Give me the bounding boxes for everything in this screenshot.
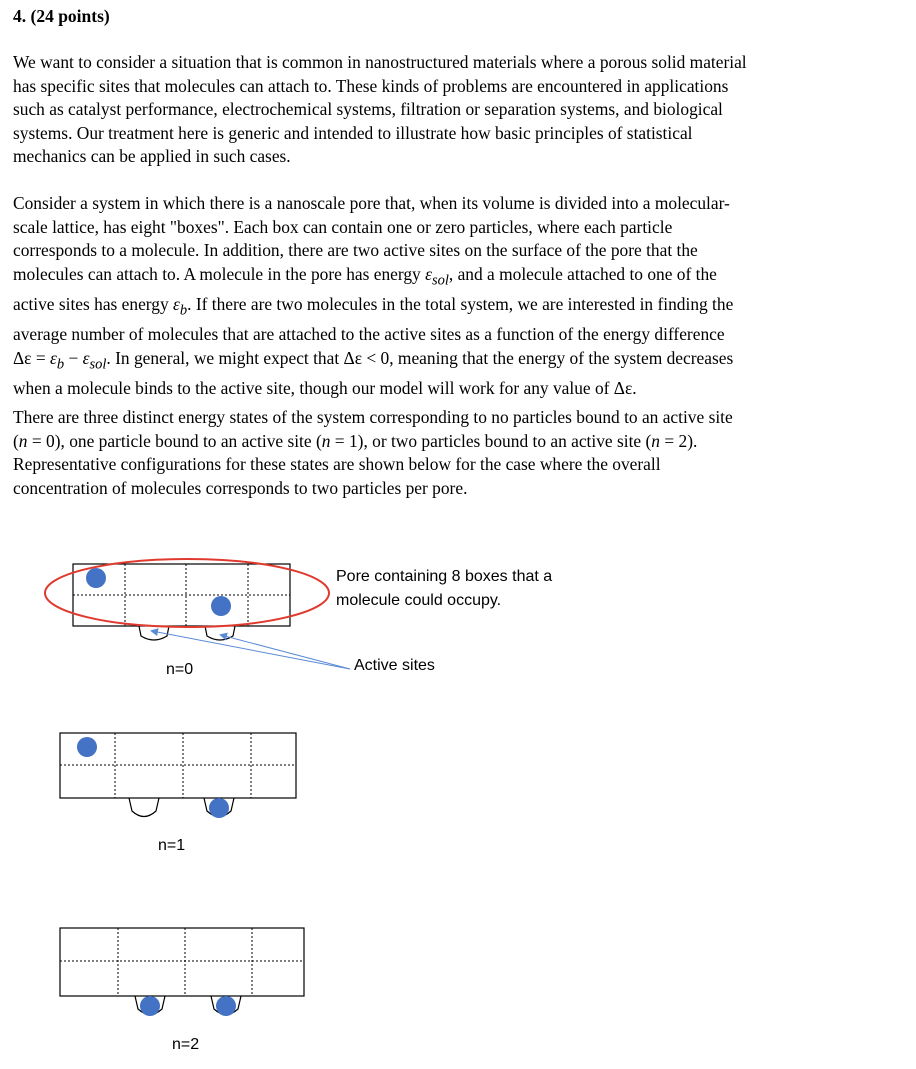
state-label-n1: n=1: [158, 837, 186, 854]
text-line: active sites has energy $\varepsilon_b$. If there are two molecules in the total system, we are interested in finding the: [13, 293, 734, 319]
text-line: average number of molecules that are attached to the active sites as a function of the energy difference: [13, 323, 725, 344]
text-line: has specific sites that molecules can attach to. These kinds of problems are encountered in applications: [13, 75, 729, 96]
pore-caption: [336, 565, 552, 613]
text-line: when a molecule binds to the active site, though our model will work for any value of Δε.: [13, 377, 637, 398]
text-line: molecules can attach to. A molecule in the pore has energy $\varepsilon_{sol}$, and a molecule attached to one of the: [13, 263, 717, 289]
particle: [211, 596, 231, 616]
state-label-n0: n=0: [166, 661, 194, 678]
particle: [86, 568, 106, 588]
pore-diagram-n0: [45, 559, 350, 669]
text-line: systems. Our treatment here is generic and intended to illustrate how basic principles of statistical: [13, 122, 693, 143]
text-line: We want to consider a situation that is common in nanostructured materials where a porous solid material: [13, 52, 747, 72]
bound-particle: [216, 996, 236, 1016]
epsilon-sol-symbol: $\varepsilon_{sol}$: [425, 263, 449, 289]
active-site-pocket: [129, 798, 159, 817]
text-line: (n = 0), one particle bound to an active site (n = 1), or two particles bound to an active site (n = 2).: [13, 430, 698, 451]
delta-epsilon-definition: $\Delta\varepsilon = \varepsilon_b - \varepsilon_{sol}$: [13, 347, 107, 372]
pore-highlight-ellipse: [45, 559, 329, 627]
epsilon-b-symbol: $\varepsilon_b$: [173, 293, 188, 319]
state-label-n2: n=2: [172, 1036, 200, 1053]
bound-particle: [140, 996, 160, 1016]
question-heading: 4. (24 points): [13, 6, 110, 26]
bound-particle: [209, 798, 229, 818]
text-line: $\Delta\varepsilon = \varepsilon_b - \varepsilon_{sol}$. In general, we might expect that Δε < 0, meaning that the energy of the system decreases: [13, 347, 734, 372]
text-line: Representative configurations for these states are shown below for the case where the overall: [13, 454, 661, 475]
active-sites-caption: Active sites: [354, 657, 435, 674]
pore-caption-line: Pore containing 8 boxes that a: [336, 568, 553, 585]
text-line: Consider a system in which there is a nanoscale pore that, when its volume is divided into a molecular-: [13, 193, 730, 213]
pore-diagram-n2: [60, 928, 304, 1016]
text-line: such as catalyst performance, electrochemical systems, filtration or separation systems, and biological: [13, 99, 723, 120]
text-line: corresponds to a molecule. In addition, there are two active sites on the surface of the pore that the: [13, 240, 698, 261]
particle: [77, 737, 97, 757]
text-line: concentration of molecules corresponds to two particles per pore.: [13, 477, 468, 498]
text-line: scale lattice, has eight "boxes". Each box can contain one or zero particles, where each particle: [13, 216, 673, 237]
active-site-pointer: [221, 635, 350, 669]
text-line: mechanics can be applied in such cases.: [13, 146, 291, 167]
pore-caption-line: molecule could occupy.: [336, 592, 502, 609]
pore-diagram-n1: [60, 733, 296, 818]
text-line: There are three distinct energy states of the system corresponding to no particles bound to an active site: [13, 407, 733, 427]
pore-outline: [60, 928, 304, 996]
